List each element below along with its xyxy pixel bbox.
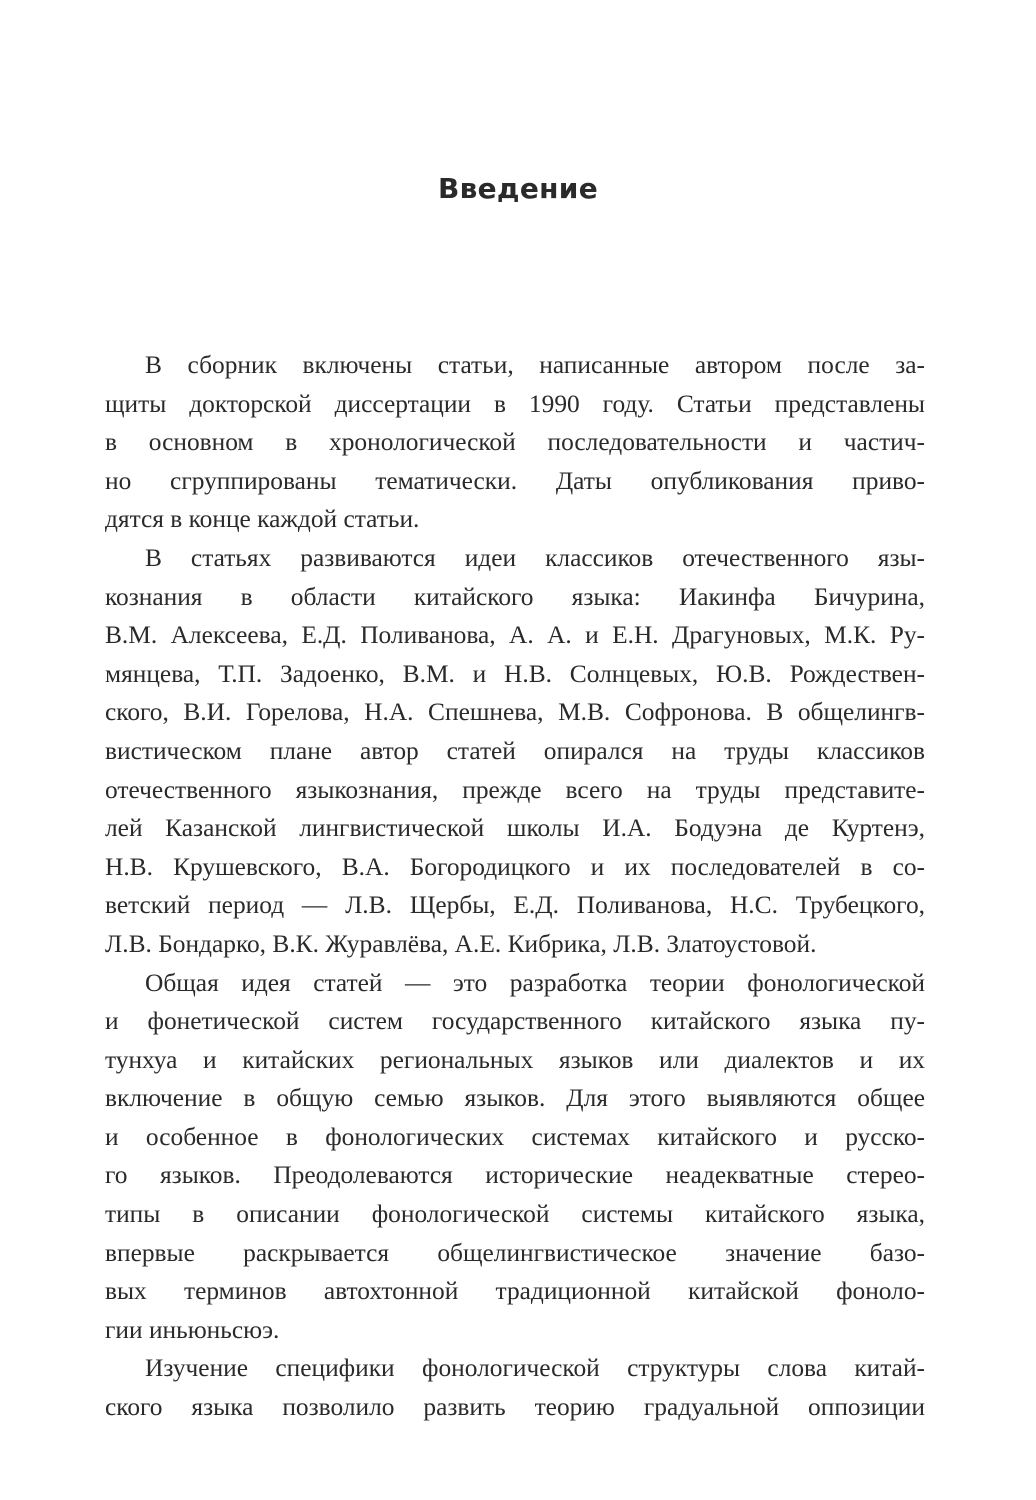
text-line: включение в общую семью языков. Для этого выявляются общее [105,1084,925,1113]
text-line: дятся в конце каждой статьи. [105,505,420,534]
text-line: типы в описании фонологической системы китайского языка, [105,1200,925,1229]
text-line: Л.В. Бондарко, В.К. Журавлёва, А.Е. Кибрика, Л.В. Златоустовой. [105,929,817,958]
text-line: отечественного языкознания, прежде всего на труды представите- [105,775,925,804]
text-line: вых терминов автохтонной традиционной китайской фоноло- [105,1277,925,1306]
text-line: в основном в хронологической последовательности и частич- [105,428,925,457]
text-line: впервые раскрывается общелингвистическое значение базо- [105,1238,925,1267]
text-line: ского языка позволило развить теорию градуальной оппозиции [105,1393,925,1422]
text-line: ветский период — Л.В. Щербы, Е.Д. Поливанова, Н.С. Трубецкого, [105,891,925,920]
text-line: тунхуа и китайских региональных языков или диалектов и их [105,1045,925,1074]
text-line: Общая идея статей — это разработка теории фонологической [145,968,925,997]
text-line: ского, В.И. Горелова, Н.А. Спешнева, М.В. Софронова. В общелингв- [105,698,925,727]
body-text [105,346,925,1427]
text-line: В статьях развиваются идеи классиков отечественного язы- [145,543,925,572]
text-line: В сборник включены статьи, написанные автором после за- [145,351,925,379]
text-line: Изучение специфики фонологической структуры слова китай- [145,1354,925,1383]
text-line: и особенное в фонологических системах китайского и русско- [105,1122,925,1151]
text-line: и фонетической систем государственного китайского языка пу- [105,1007,925,1036]
text-line: го языков. Преодолеваются исторические неадекватные стерео- [105,1161,925,1190]
text-line: лей Казанской лингвистической школы И.А. Бодуэна де Куртенэ, [105,814,925,843]
text-line: кознания в области китайского языка: Иакинфа Бичурина, [105,582,925,611]
text-line: вистическом плане автор статей опирался на труды классиков [105,736,925,765]
text-line: В.М. Алексеева, Е.Д. Поливанова, А. А. и Е.Н. Драгуновых, М.К. Ру- [105,621,925,650]
page-title: Введение [437,172,598,205]
text-line: щиты докторской диссертации в 1990 году. Статьи представлены [105,389,925,418]
text-line: Н.В. Крушевского, В.А. Богородицкого и их последователей в со- [105,852,925,881]
text-line: мянцева, Т.П. Задоенко, В.М. и Н.В. Солнцевых, Ю.В. Рождествен- [105,659,925,688]
text-line: гии иньюньсюэ. [105,1315,280,1344]
text-line: но сгруппированы тематически. Даты опубликования приво- [105,466,925,495]
